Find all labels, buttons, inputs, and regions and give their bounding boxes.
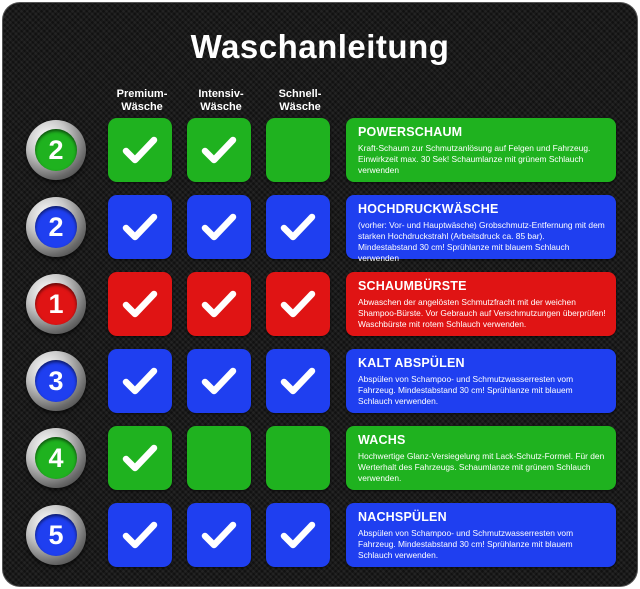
program-cell bbox=[108, 195, 172, 259]
step-heading: WACHS bbox=[358, 433, 406, 447]
program-cell bbox=[266, 195, 330, 259]
program-cell bbox=[187, 503, 251, 567]
step-text: (vorher: Vor- und Hauptwäsche) Grobschmutz-Entfernung mit dem starken Hochdruckstrahl (Arbeitsdruck ca. 85 bar). Mindestabstand 30 cm! Sprühlanze mit blauem Schlauch verwenden bbox=[358, 220, 605, 263]
step-number: 5 bbox=[35, 514, 77, 556]
step-row bbox=[2, 118, 638, 182]
program-cell bbox=[108, 118, 172, 182]
step-heading: POWERSCHAUM bbox=[358, 125, 463, 139]
step-number-badge bbox=[26, 120, 86, 180]
step-text: Abspülen von Schampoo- und Schmutzwasserresten vom Fahrzeug. Mindestabstand 30 cm! Sprühlanze mit blauem Schlauch verwenden. bbox=[358, 374, 574, 406]
column-header-premium bbox=[102, 88, 182, 114]
program-cell bbox=[187, 426, 251, 490]
page-title: Waschanleitung bbox=[190, 28, 450, 65]
step-description-box bbox=[346, 349, 616, 413]
program-cell bbox=[187, 118, 251, 182]
column-header-intensiv bbox=[181, 88, 261, 114]
step-row bbox=[2, 503, 638, 567]
wash-instructions-board bbox=[2, 2, 638, 587]
step-heading: KALT ABSPÜLEN bbox=[358, 356, 465, 370]
step-number-badge bbox=[26, 428, 86, 488]
program-cell bbox=[187, 195, 251, 259]
column-header-line: Premium- bbox=[116, 88, 168, 100]
step-row bbox=[2, 426, 638, 490]
step-description-box bbox=[346, 195, 616, 263]
step-heading: NACHSPÜLEN bbox=[358, 510, 447, 524]
step-number-badge bbox=[26, 197, 86, 257]
column-header-line: Wäsche bbox=[279, 101, 321, 113]
step-heading: SCHAUMBÜRSTE bbox=[358, 279, 467, 293]
column-header-line: Intensiv- bbox=[198, 88, 244, 100]
program-cell bbox=[266, 426, 330, 490]
step-number-badge bbox=[26, 505, 86, 565]
program-cell bbox=[108, 272, 172, 336]
step-description-box bbox=[346, 426, 616, 490]
step-row bbox=[2, 195, 638, 263]
program-cell bbox=[187, 272, 251, 336]
step-description-box bbox=[346, 272, 616, 336]
step-number: 3 bbox=[35, 360, 77, 402]
program-cell bbox=[187, 349, 251, 413]
program-cell bbox=[266, 349, 330, 413]
program-cell bbox=[108, 349, 172, 413]
step-number: 1 bbox=[35, 283, 77, 325]
program-cell bbox=[266, 272, 330, 336]
step-text: Kraft-Schaum zur Schmutzanlösung auf Felgen und Fahrzeug. Einwirkzeit max. 30 Sek! Schaumlanze mit grünem Schlauch verwenden bbox=[358, 143, 591, 175]
step-text: Abwaschen der angelösten Schmutzfracht mit der weichen Shampoo-Bürste. Vor Gebrauch auf Verschmutzungen überprüfen! Waschbürste mit rotem Schlauch verwenden. bbox=[358, 297, 606, 329]
step-description-box bbox=[346, 118, 616, 182]
step-number: 2 bbox=[35, 206, 77, 248]
step-number-badge bbox=[26, 351, 86, 411]
step-number-badge bbox=[26, 274, 86, 334]
step-row bbox=[2, 272, 638, 336]
program-cell bbox=[108, 503, 172, 567]
program-cell bbox=[266, 503, 330, 567]
column-header-schnell bbox=[260, 88, 340, 114]
column-header-line: Schnell- bbox=[278, 88, 322, 100]
step-text: Abspülen von Schampoo- und Schmutzwasserresten vom Fahrzeug. Mindestabstand 30 cm! Sprühlanze mit blauem Schlauch verwenden. bbox=[358, 528, 574, 560]
step-text: Hochwertige Glanz-Versiegelung mit Lack-Schutz-Formel. Für den Werterhalt des Fahrzeugs. Schaumlanze mit grünem Schlauch verwenden. bbox=[358, 451, 605, 483]
step-number: 4 bbox=[35, 437, 77, 479]
step-row bbox=[2, 349, 638, 413]
step-number: 2 bbox=[35, 129, 77, 171]
step-heading: HOCHDRUCKWÄSCHE bbox=[358, 202, 499, 216]
column-header-line: Wäsche bbox=[121, 101, 163, 113]
program-cell bbox=[108, 426, 172, 490]
step-description-box bbox=[346, 503, 616, 567]
program-cell bbox=[266, 118, 330, 182]
column-header-line: Wäsche bbox=[200, 101, 242, 113]
